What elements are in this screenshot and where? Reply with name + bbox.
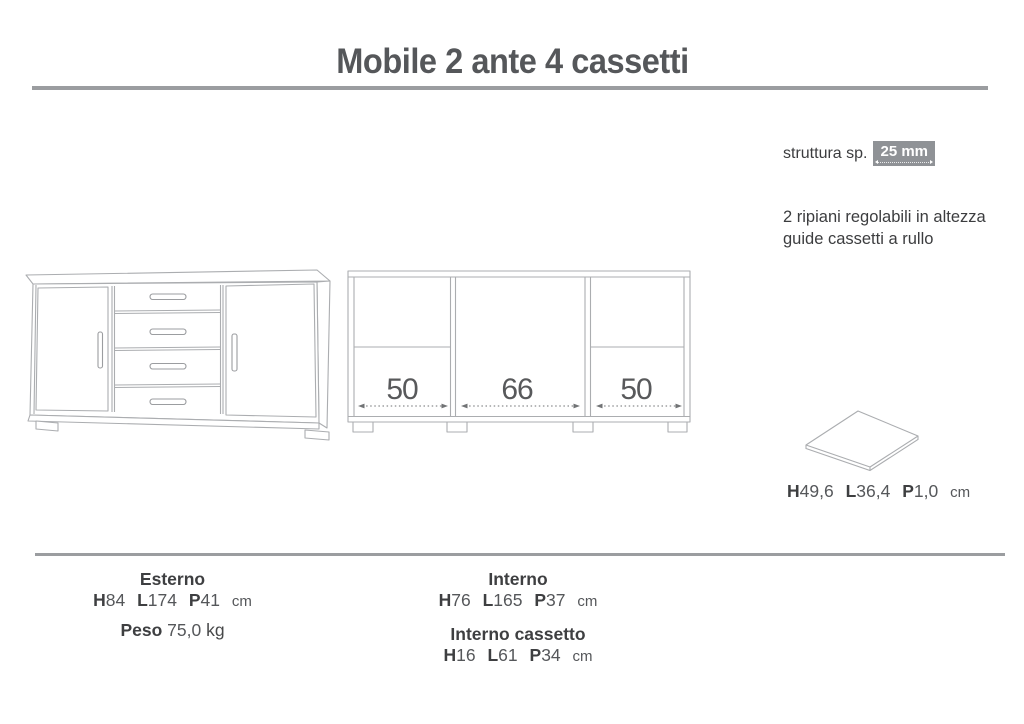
drawer-3-handle xyxy=(150,364,186,370)
svg-text:66: 66 xyxy=(501,373,533,406)
feature-line-1: 2 ripiani regolabili in altezza xyxy=(783,208,986,226)
title-divider xyxy=(32,86,988,90)
front-right-foot xyxy=(305,430,329,440)
left-door-handle xyxy=(98,332,103,368)
page-title: Mobile 2 ante 4 cassetti xyxy=(335,42,689,81)
interno-cassetto-label: Interno cassetto xyxy=(450,624,586,644)
interno-cassetto-dimensions: H16 L61 P34 cm xyxy=(443,645,593,665)
interno-label: Interno xyxy=(488,569,548,589)
feature-line-2: guide cassetti a rullo xyxy=(783,229,934,248)
drawer-4-handle xyxy=(150,399,186,405)
left-door xyxy=(36,287,108,411)
shelf-panel-drawing xyxy=(795,405,930,475)
structure-thickness-value: 25 mm xyxy=(880,143,929,160)
cabinet-internal-view xyxy=(345,266,693,446)
thickness-dimension-line xyxy=(877,162,931,163)
shelf-panel-dimensions: H49,6 L36,4 P1,0 cm xyxy=(787,481,971,501)
svg-text:50: 50 xyxy=(386,373,418,406)
interno-spec-block xyxy=(390,568,646,666)
esterno-spec-block xyxy=(40,568,305,641)
right-door xyxy=(226,284,316,417)
drawer-2-handle xyxy=(150,329,186,335)
internal-feet xyxy=(353,422,687,432)
svg-text:50: 50 xyxy=(620,373,652,406)
front-left-foot xyxy=(36,421,58,431)
esterno-dimensions: H84 L174 P41 cm xyxy=(93,590,252,610)
esterno-label: Esterno xyxy=(139,569,206,589)
right-door-handle xyxy=(232,334,237,371)
features-note xyxy=(783,207,986,250)
interno-dimensions: H76 L165 P37 cm xyxy=(438,590,598,610)
page-title-row xyxy=(0,42,1024,82)
peso-line: Peso 75,0 kg xyxy=(120,620,225,640)
structure-note xyxy=(783,141,935,166)
cabinet-front-view xyxy=(20,266,340,446)
structure-label: struttura sp. xyxy=(783,144,868,162)
structure-thickness-badge xyxy=(873,141,935,166)
footer-divider xyxy=(35,553,1005,556)
drawer-1-handle xyxy=(150,294,186,300)
